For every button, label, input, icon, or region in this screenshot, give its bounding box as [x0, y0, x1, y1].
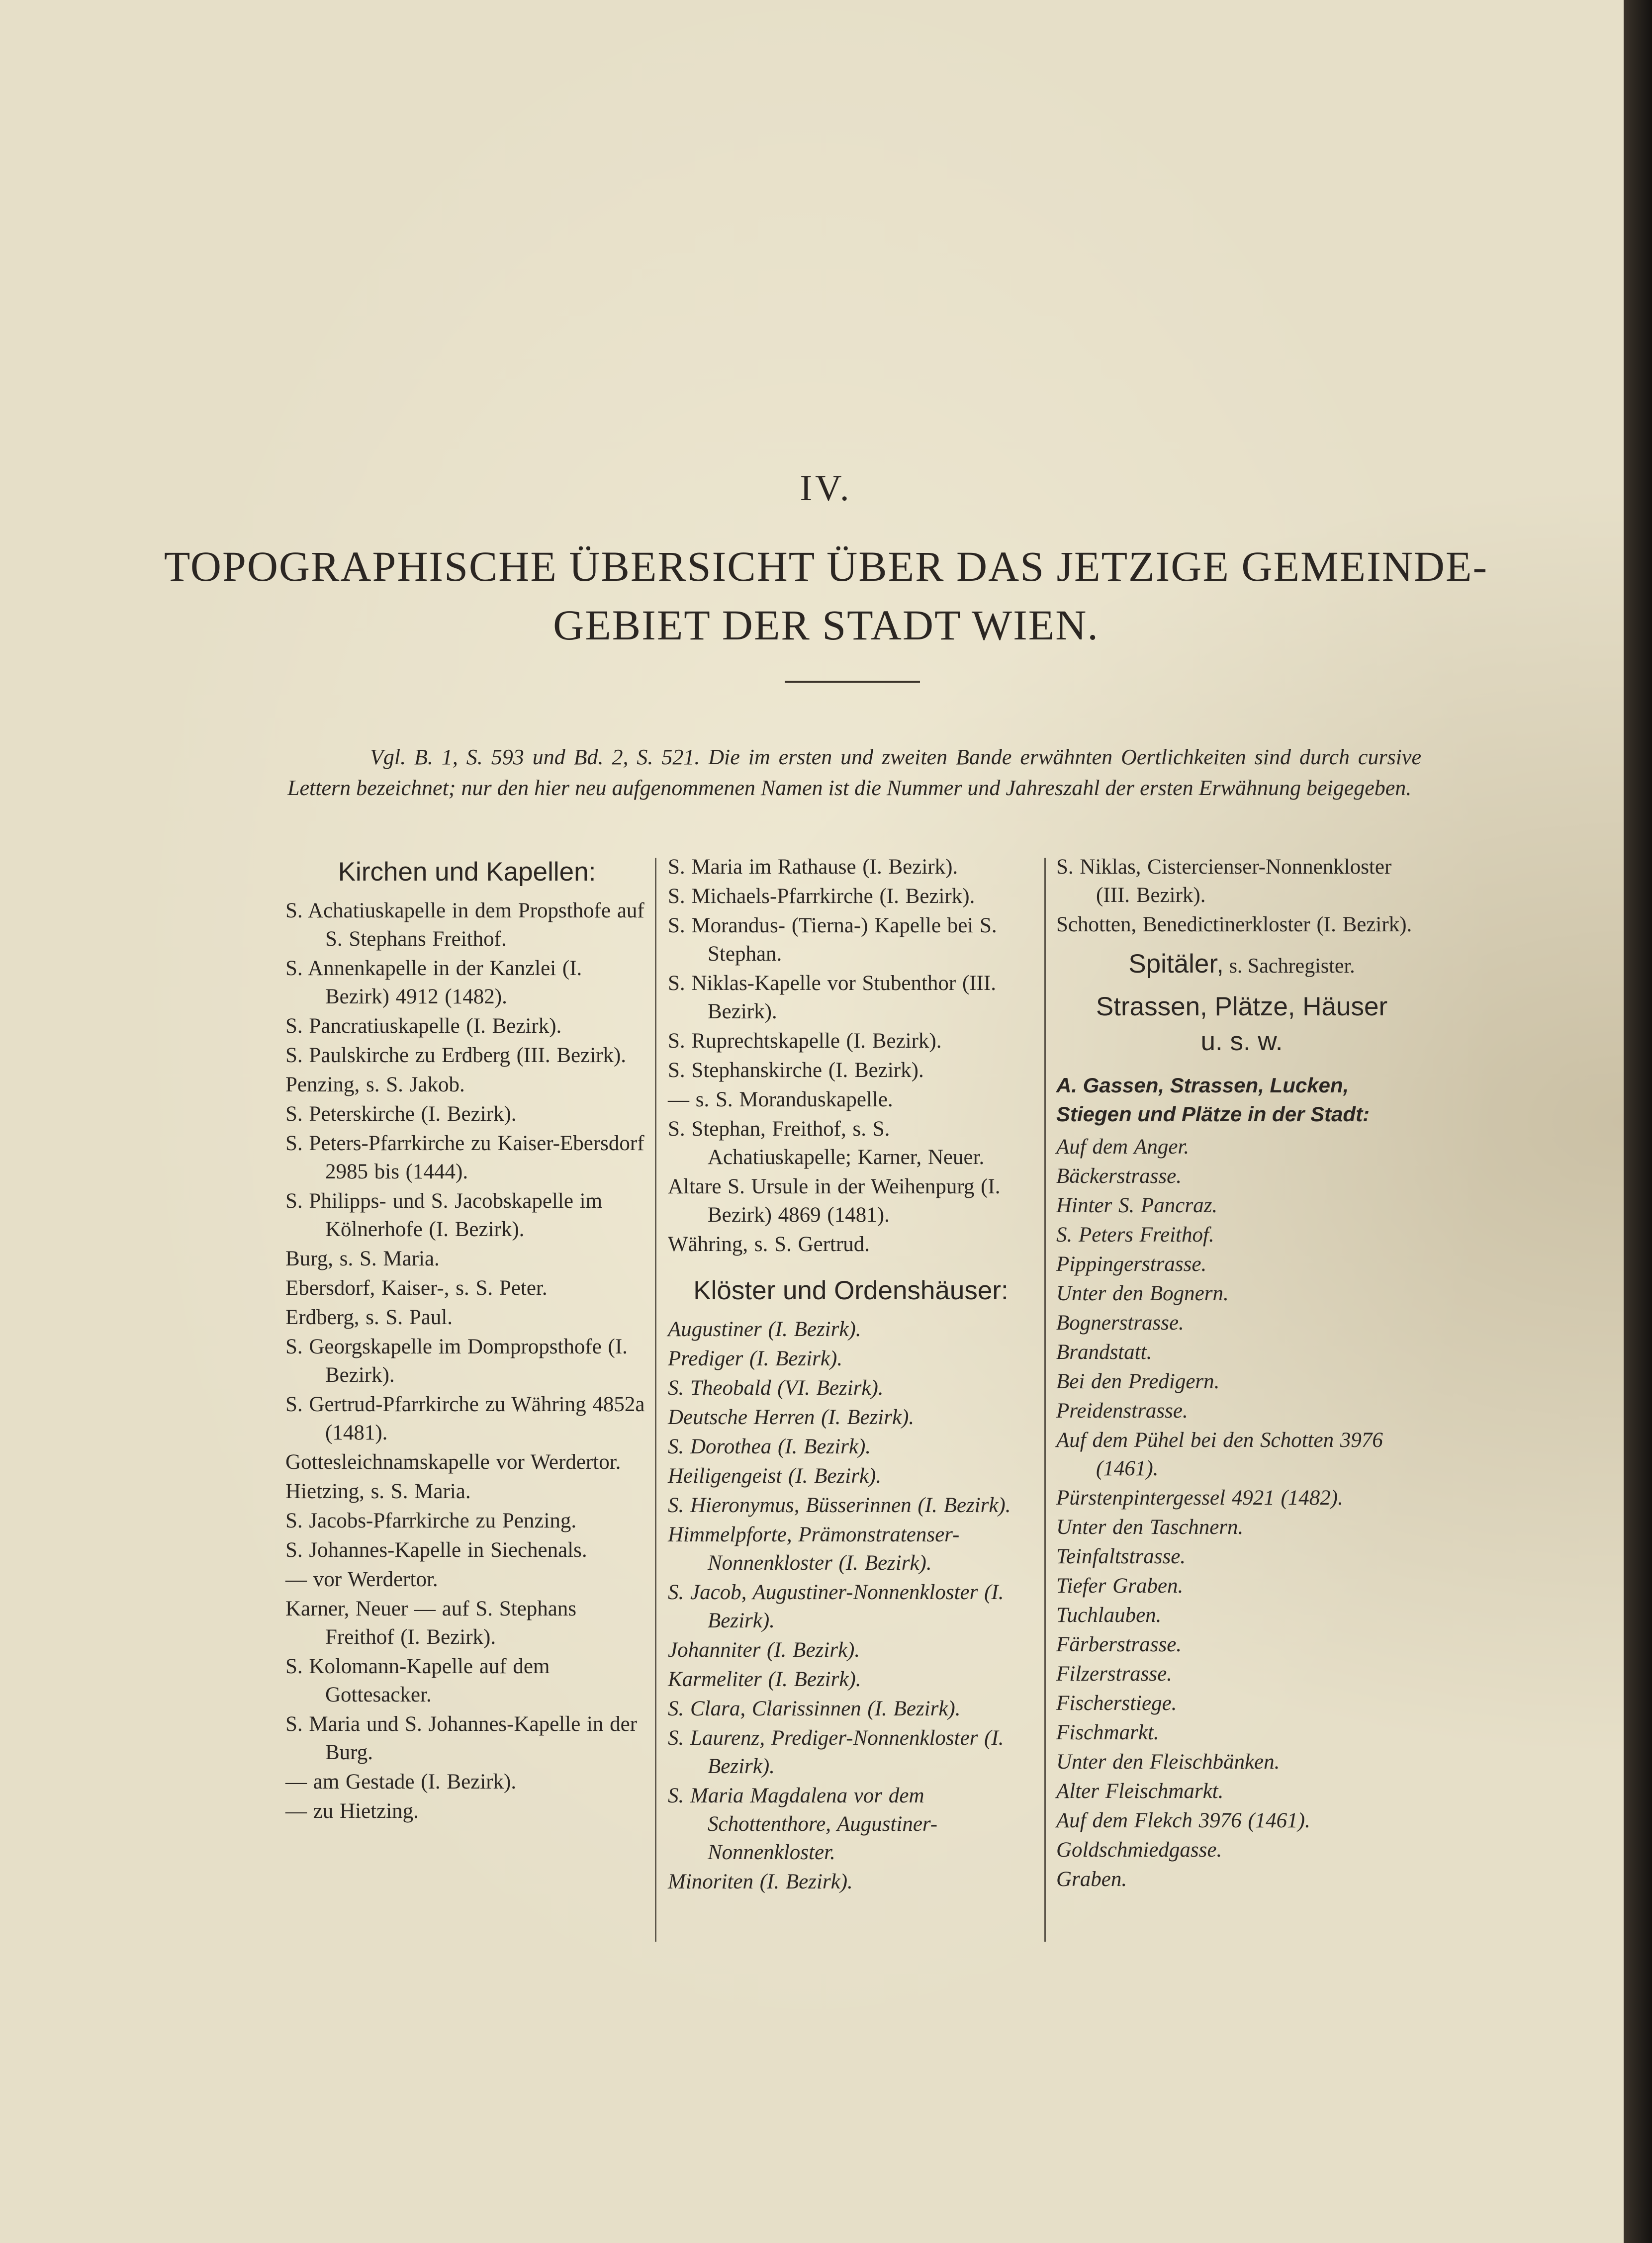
- list-entry: Bognerstrasse.: [1056, 1311, 1184, 1335]
- list-entry: — vor Werdertor.: [285, 1568, 438, 1591]
- list-entry: Fischerstiege.: [1056, 1692, 1177, 1715]
- list-entry: Erdberg, s. S. Paul.: [285, 1306, 453, 1329]
- list-entry: Teinfaltstrasse.: [1056, 1545, 1186, 1568]
- list-entry: Burg, s. S. Maria.: [285, 1247, 440, 1270]
- kloester-list: [668, 1315, 1034, 1896]
- list-entry: Johanniter (I. Bezirk).: [668, 1638, 860, 1662]
- list-entry: Heiligengeist (I. Bezirk).: [668, 1464, 882, 1488]
- spitaeler-line: [1056, 950, 1427, 981]
- list-entry: Pürstenpintergessel 4921 (1482).: [1056, 1486, 1343, 1510]
- section-heading-strassen: Strassen, Plätze, Häuser: [1096, 992, 1388, 1021]
- column-3: [1056, 853, 1427, 1894]
- list-entry: Karmeliter (I. Bezirk).: [668, 1668, 861, 1691]
- list-entry: Bäckerstrasse.: [1056, 1165, 1182, 1188]
- spitaeler-reference: s. Sachregister.: [1229, 955, 1355, 978]
- list-entry: S. Maria im Rathause (I. Bezirk).: [668, 855, 958, 879]
- list-entry: Minoriten (I. Bezirk).: [668, 1870, 853, 1893]
- list-entry: Preidenstrasse.: [1056, 1399, 1188, 1423]
- list-entry: S. Stephan, Freithof, s. S. Achatiuskapelle; Karner, Neuer.: [668, 1117, 985, 1169]
- column-divider-2: [1044, 858, 1046, 1942]
- list-entry: — zu Hietzing.: [285, 1799, 419, 1823]
- subsection-heading-gassen: A. Gassen, Strassen, Lucken, Stiegen und Plätze in der Stadt:: [1056, 1074, 1370, 1126]
- list-entry: Tuchlauben.: [1056, 1604, 1162, 1627]
- page-edge: [1624, 0, 1652, 2243]
- list-entry: Hietzing, s. S. Maria.: [285, 1480, 471, 1503]
- list-entry: Graben.: [1056, 1868, 1127, 1891]
- list-entry: S. Theobald (VI. Bezirk).: [668, 1376, 884, 1400]
- chapter-title-line-1: TOPOGRAPHISCHE ÜBERSICHT ÜBER DAS JETZIGE GEMEINDE-: [164, 542, 1488, 590]
- list-entry: Unter den Bognern.: [1056, 1282, 1229, 1305]
- list-entry: Färberstrasse.: [1056, 1633, 1182, 1656]
- list-entry: S. Peters Freithof.: [1056, 1223, 1214, 1247]
- list-entry: S. Jacobs-Pfarrkirche zu Penzing.: [285, 1509, 577, 1532]
- section-heading-spitaeler: Spitäler,: [1128, 949, 1224, 979]
- list-entry: Altare S. Ursule in der Weihenpurg (I. Bezirk) 4869 (1481).: [668, 1175, 1001, 1227]
- list-entry: S. Ruprechtskapelle (I. Bezirk).: [668, 1029, 942, 1053]
- title-rule: [785, 681, 920, 683]
- kirchen-list: [285, 897, 648, 1825]
- list-entry: S. Paulskirche zu Erdberg (III. Bezirk).: [285, 1044, 627, 1067]
- strassen-list: [1056, 1133, 1427, 1893]
- list-entry: Goldschmiedgasse.: [1056, 1838, 1222, 1862]
- chapter-number: IV.: [800, 468, 852, 509]
- list-entry: Währing, s. S. Gertrud.: [668, 1233, 870, 1256]
- list-entry: S. Annenkapelle in der Kanzlei (I. Bezirk) 4912 (1482).: [285, 957, 582, 1008]
- list-entry: Unter den Fleischbänken.: [1056, 1750, 1280, 1774]
- section-heading-strassen-2: u. s. w.: [1200, 1027, 1283, 1056]
- list-entry: Gottesleichnamskapelle vor Werdertor.: [285, 1450, 621, 1474]
- list-entry: Bei den Predigern.: [1056, 1370, 1220, 1393]
- list-entry: Schotten, Benedictinerkloster (I. Bezirk).: [1056, 913, 1412, 936]
- intro-paragraph: Vgl. B. 1, S. 593 und Bd. 2, S. 521. Die im ersten und zweiten Bande erwähnten Oertlichkeiten sind durch cursive Lettern bezeichnet; nur den hier neu aufgenommenen Namen ist die Nummer und Jahreszahl der ersten Erwähnung beigegeben.: [287, 745, 1421, 800]
- list-entry: S. Niklas, Cistercienser-Nonnenkloster (III. Bezirk).: [1056, 855, 1392, 907]
- list-entry: S. Niklas-Kapelle vor Stubenthor (III. Bezirk).: [668, 972, 997, 1023]
- list-entry: S. Maria Magdalena vor dem Schottenthore, Augustiner-Nonnenkloster.: [668, 1784, 938, 1864]
- list-entry: S. Morandus- (Tierna-) Kapelle bei S. Stephan.: [668, 914, 997, 966]
- list-entry: Tiefer Graben.: [1056, 1574, 1184, 1598]
- list-entry: S. Pancratiuskapelle (I. Bezirk).: [285, 1014, 562, 1038]
- list-entry: Pippingerstrasse.: [1056, 1253, 1207, 1276]
- list-entry: Fischmarkt.: [1056, 1721, 1159, 1744]
- list-entry: Alter Fleischmarkt.: [1056, 1780, 1224, 1803]
- list-entry: Brandstatt.: [1056, 1341, 1152, 1364]
- list-entry: S. Michaels-Pfarrkirche (I. Bezirk).: [668, 885, 975, 908]
- list-entry: S. Gertrud-Pfarrkirche zu Währing 4852a (1481).: [285, 1393, 645, 1444]
- list-entry: — s. S. Moranduskapelle.: [668, 1088, 893, 1111]
- list-entry: Unter den Taschnern.: [1056, 1516, 1244, 1539]
- list-entry: Himmelpforte, Prämonstratenser-Nonnenkloster (I. Bezirk).: [668, 1523, 960, 1575]
- kloester-list-continued: [1056, 853, 1427, 939]
- list-entry: S. Johannes-Kapelle in Siechenals.: [285, 1538, 587, 1562]
- list-entry: Karner, Neuer — auf S. Stephans Freithof (I. Bezirk).: [285, 1597, 577, 1649]
- list-entry: S. Clara, Clarissinnen (I. Bezirk).: [668, 1697, 961, 1720]
- column-1: [285, 853, 648, 1826]
- list-entry: S. Peterskirche (I. Bezirk).: [285, 1102, 517, 1126]
- list-entry: Ebersdorf, Kaiser-, s. S. Peter.: [285, 1276, 548, 1300]
- list-entry: S. Philipps- und S. Jacobskapelle im Kölnerhofe (I. Bezirk).: [285, 1189, 603, 1241]
- list-entry: Deutsche Herren (I. Bezirk).: [668, 1406, 915, 1429]
- list-entry: S. Jacob, Augustiner-Nonnenkloster (I. Bezirk).: [668, 1581, 1004, 1632]
- list-entry: S. Achatiuskapelle in dem Propsthofe auf S. Stephans Freithof.: [285, 899, 644, 951]
- chapter-title: [0, 537, 1652, 654]
- list-entry: S. Stephanskirche (I. Bezirk).: [668, 1059, 924, 1082]
- list-entry: Prediger (I. Bezirk).: [668, 1347, 843, 1370]
- chapter-title-line-2: GEBIET DER STADT WIEN.: [553, 601, 1099, 649]
- list-entry: S. Hieronymus, Büsserinnen (I. Bezirk).: [668, 1494, 1011, 1517]
- list-entry: S. Georgskapelle im Dompropsthofe (I. Bezirk).: [285, 1335, 628, 1387]
- list-entry: S. Dorothea (I. Bezirk).: [668, 1435, 871, 1458]
- list-entry: — am Gestade (I. Bezirk).: [285, 1770, 517, 1794]
- list-entry: S. Peters-Pfarrkirche zu Kaiser-Ebersdorf 2985 bis (1444).: [285, 1132, 644, 1183]
- list-entry: S. Maria und S. Johannes-Kapelle in der Burg.: [285, 1712, 638, 1764]
- column-2: [668, 853, 1034, 1897]
- list-entry: S. Laurenz, Prediger-Nonnenkloster (I. Bezirk).: [668, 1726, 1004, 1778]
- list-entry: Auf dem Pühel bei den Schotten 3976 (1461).: [1056, 1429, 1383, 1480]
- list-entry: Filzerstrasse.: [1056, 1662, 1172, 1686]
- list-entry: Penzing, s. S. Jakob.: [285, 1073, 465, 1096]
- section-heading-kloester: Klöster und Ordenshäuser:: [693, 1276, 1009, 1305]
- section-heading-kirchen: Kirchen und Kapellen:: [338, 857, 596, 887]
- column-divider-1: [655, 858, 656, 1942]
- list-entry: S. Kolomann-Kapelle auf dem Gottesacker.: [285, 1655, 550, 1706]
- list-entry: Augustiner (I. Bezirk).: [668, 1318, 861, 1341]
- kirchen-list-continued: [668, 853, 1034, 1258]
- list-entry: Auf dem Flekch 3976 (1461).: [1056, 1809, 1310, 1832]
- list-entry: Hinter S. Pancraz.: [1056, 1194, 1218, 1217]
- list-entry: Auf dem Anger.: [1056, 1135, 1190, 1159]
